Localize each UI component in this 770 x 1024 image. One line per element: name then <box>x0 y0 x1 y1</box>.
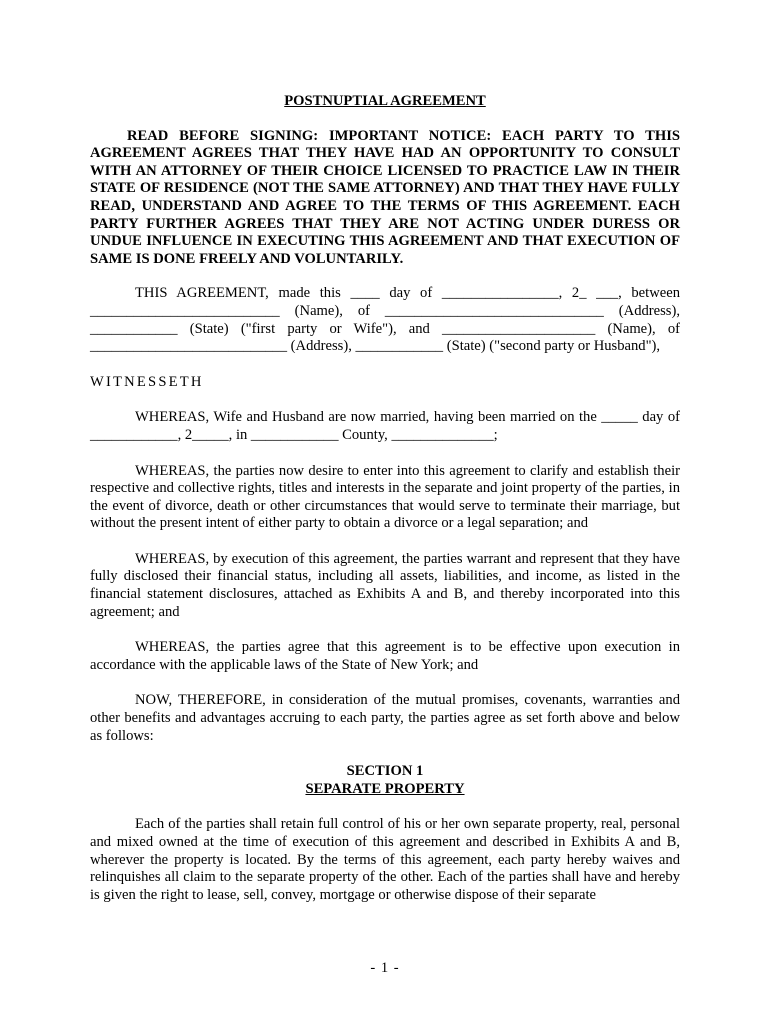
whereas-paragraph-4: WHEREAS, the parties agree that this agreement is to be effective upon execution in accordance with the applicable laws of the State of New York; and <box>90 639 680 673</box>
whereas-paragraph-3: WHEREAS, by execution of this agreement, the parties warrant and represent that they have fully disclosed their financial status, including all assets, liabilities, and income, as listed in the financial statement disclosures, attached as Exhibits A and B, and thereby incorporated into this agreement; and <box>90 550 680 620</box>
page-number: - 1 - <box>370 960 400 976</box>
section-1-text: Each of the parties shall retain full control of his or her own separate property, real, personal and mixed owned at the time of execution of this agreement and described in Exhibits A and B, wherever the property is located. By the terms of this agreement, each party hereby waives and relinquishes all claim to the separate property of the other. Each of the parties shall have and hereby is given the right to lease, sell, convey, mortgage or otherwise dispose of their separate <box>90 816 680 903</box>
section-1-title: SEPARATE PROPERTY <box>305 780 465 797</box>
whereas-paragraph-2: WHEREAS, the parties now desire to enter into this agreement to clarify and establish their respective and collective rights, titles and interests in the separate and joint property of the parties, in the event of divorce, death or other circumstances that would serve to terminate their marriage, but without the present intent of either party to obtain a divorce or a legal separation; and <box>90 462 680 532</box>
document-body <box>90 93 680 922</box>
whereas-paragraph-1: WHEREAS, Wife and Husband are now married, having been married on the _____ day of ____________, 2_____, in ____________ County, ______________; <box>90 409 680 443</box>
agreement-paragraph: THIS AGREEMENT, made this ____ day of ________________, 2_ ___, between __________________________ (Name), of ______________________________ (Address), ____________ (State) ("first party or Wife"), and _____________________ (Name), of ___________________________ (Address), ____________ (State) ("second party or Husband"), <box>90 285 680 355</box>
section-1-heading: SECTION 1 <box>346 763 424 780</box>
witnesseth-heading: WITNESSETH <box>90 373 204 390</box>
document-title: POSTNUPTIAL AGREEMENT <box>284 93 486 109</box>
important-notice: READ BEFORE SIGNING: IMPORTANT NOTICE: EACH PARTY TO THIS AGREEMENT AGREES THAT THEY HAVE HAD AN OPPORTUNITY TO CONSULT WITH AN ATTORNEY OF THEIR CHOICE LICENSED TO PRACTICE LAW IN THEIR STATE OF RESIDENCE (NOT THE SAME ATTORNEY) AND THAT THEY HAVE FULLY READ, UNDERSTAND AND AGREE TO THE TERMS OF THIS AGREEMENT. EACH PARTY FURTHER AGREES THAT THEY ARE NOT ACTING UNDER DURESS OR UNDUE INFLUENCE IN EXECUTING THIS AGREEMENT AND THAT EXECUTION OF SAME IS DONE FREELY AND VOLUNTARILY. <box>90 127 680 267</box>
now-therefore-paragraph: NOW, THEREFORE, in consideration of the mutual promises, covenants, warranties and other benefits and advantages accruing to each party, the parties agree as set forth above and below as follows: <box>90 692 680 744</box>
